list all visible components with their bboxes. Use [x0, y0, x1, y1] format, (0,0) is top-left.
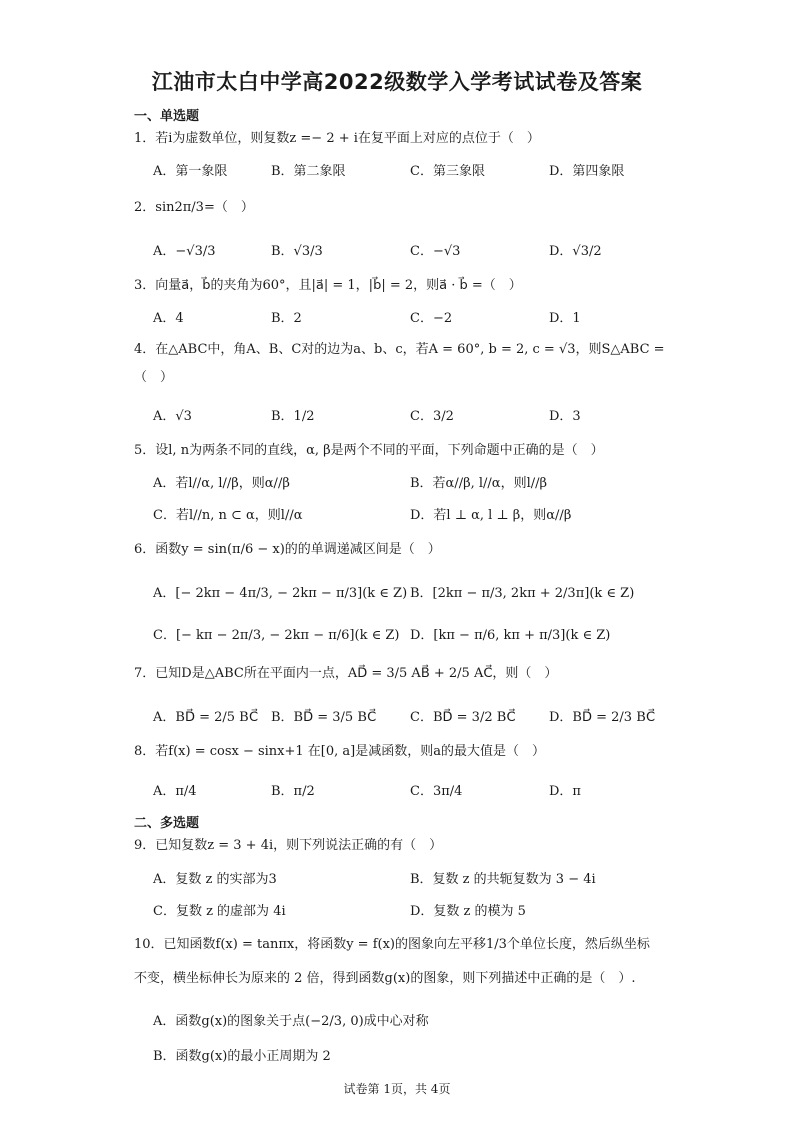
page-title: 江油市太白中学高2022级数学入学考试试卷及答案	[151, 70, 643, 94]
option[interactable]: B．√3/3	[271, 244, 323, 259]
question-2-stem: 2．sin2π/3=（ ）	[134, 200, 254, 215]
option[interactable]: A．若l//α, l//β，则α//β	[153, 476, 290, 491]
question-6-stem: 6．函数y = sin(π/6 − x)的的单调递减区间是（ ）	[134, 542, 441, 557]
question-2-options	[153, 240, 673, 262]
question-10-option-b[interactable]: B．函数g(x)的最小正周期为 2	[153, 1049, 331, 1064]
question-9-stem: 9．已知复数z = 3 + 4i，则下列说法正确的有（ ）	[134, 838, 443, 853]
question-10-stem: 10．已知函数f(x) = tanπx，将函数y = f(x)的图象向左平移1/3个单位长度，然后纵坐标	[134, 937, 650, 952]
page-footer: 试卷第 1页，共 4页	[343, 1082, 451, 1096]
option[interactable]: A．BD⃗ = 2/5 BC⃗	[153, 710, 259, 725]
option[interactable]: B．2	[271, 311, 302, 326]
question-7-stem: 7．已知D是△ABC所在平面内一点，AD⃗ = 3/5 AB⃗ + 2/5 AC⃗，则（ ）	[134, 666, 558, 681]
option[interactable]: C．复数 z 的虚部为 4i	[153, 904, 286, 919]
option[interactable]: B．第二象限	[271, 164, 346, 179]
question-5-options-row1	[153, 472, 673, 494]
question-5-options-row2	[153, 504, 673, 526]
option[interactable]: B．复数 z 的共轭复数为 3 − 4i	[410, 872, 596, 887]
option[interactable]: C．−√3	[410, 244, 461, 259]
question-8-stem: 8．若f(x) = cosx − sinx+1 在[0, a]是减函数，则a的最大值是（ ）	[134, 744, 545, 759]
option[interactable]: C．3/2	[410, 409, 454, 424]
question-1-options	[153, 160, 673, 182]
option[interactable]: C．若l//n, n ⊂ α，则l//α	[153, 508, 303, 523]
option[interactable]: D．BD⃗ = 2/3 BC⃗	[549, 710, 656, 725]
question-4-stem: 4．在△ABC中，角A、B、C对的边为a、b、c，若A = 60°, b = 2, c = √3，则S△ABC =	[134, 342, 665, 357]
option[interactable]: B．π/2	[271, 784, 315, 799]
option[interactable]: A．π/4	[153, 784, 197, 799]
option[interactable]: A．√3	[153, 409, 192, 424]
option[interactable]: C．3π/4	[410, 784, 463, 799]
question-3-stem: 3．向量a⃗，b⃗的夹角为60°，且|a⃗| = 1，|b⃗| = 2，则a⃗ · b⃗ =（ ）	[134, 278, 522, 293]
question-4-options	[153, 405, 673, 427]
option[interactable]: B．BD⃗ = 3/5 BC⃗	[271, 710, 377, 725]
section-single-choice: 一、单选题	[134, 109, 200, 124]
question-1-stem: 1．若i为虚数单位，则复数z =− 2 + i在复平面上对应的点位于（ ）	[134, 131, 540, 146]
option[interactable]: D．π	[549, 784, 581, 799]
option[interactable]: D．[kπ − π/6, kπ + π/3](k ∈ Z)	[410, 628, 611, 643]
option[interactable]: C．第三象限	[410, 164, 485, 179]
option[interactable]: C．−2	[410, 311, 453, 326]
option[interactable]: B．[2kπ − π/3, 2kπ + 2/3π](k ∈ Z)	[410, 586, 635, 601]
question-9-options-row1	[153, 868, 673, 890]
question-4-stem-cont: （ ）	[134, 370, 174, 385]
option[interactable]: C．BD⃗ = 3/2 BC⃗	[410, 710, 516, 725]
option[interactable]: A．第一象限	[153, 164, 228, 179]
question-10-stem-cont: 不变，横坐标伸长为原来的 2 倍，得到函数g(x)的图象，则下列描述中正确的是（ ）.	[134, 971, 636, 986]
option[interactable]: A．−√3/3	[153, 244, 216, 259]
option[interactable]: B．1/2	[271, 409, 315, 424]
option[interactable]: A．4	[153, 311, 184, 326]
question-3-options	[153, 307, 673, 329]
question-8-options	[153, 780, 673, 802]
option[interactable]: A．复数 z 的实部为3	[153, 872, 277, 887]
option[interactable]: D．若l ⊥ α, l ⊥ β，则α//β	[410, 508, 572, 523]
option[interactable]: D．第四象限	[549, 164, 625, 179]
option[interactable]: D．1	[549, 311, 581, 326]
option[interactable]: A．[− 2kπ − 4π/3, − 2kπ − π/3](k ∈ Z)	[153, 586, 408, 601]
option[interactable]: B．若α//β, l//α，则l//β	[410, 476, 548, 491]
question-10-option-a[interactable]: A．函数g(x)的图象关于点(−2/3, 0)成中心对称	[153, 1014, 429, 1029]
question-6-options-row2	[153, 624, 673, 646]
option[interactable]: D．复数 z 的模为 5	[410, 904, 526, 919]
option[interactable]: D．√3/2	[549, 244, 602, 259]
question-6-options-row1	[153, 582, 673, 604]
question-5-stem: 5．设l, n为两条不同的直线，α, β是两个不同的平面，下列命题中正确的是（ ）	[134, 443, 604, 458]
option[interactable]: D．3	[549, 409, 581, 424]
option[interactable]: C．[− kπ − 2π/3, − 2kπ − π/6](k ∈ Z)	[153, 628, 400, 643]
section-multi-choice: 二、多选题	[134, 816, 200, 831]
question-9-options-row2	[153, 900, 673, 922]
question-7-options	[153, 706, 673, 728]
